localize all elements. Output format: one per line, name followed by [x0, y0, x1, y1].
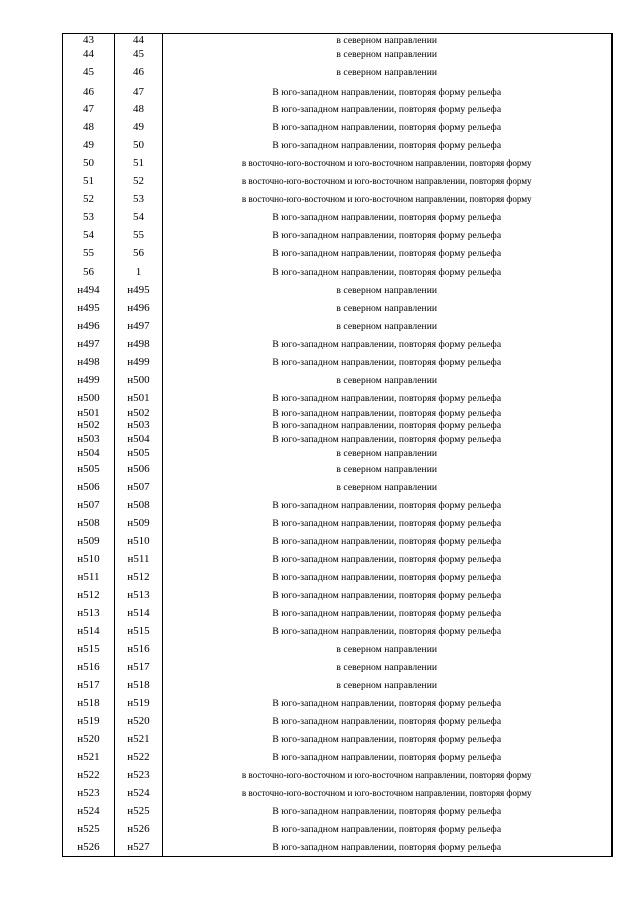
point-from-cell: н516: [63, 659, 115, 677]
point-to-cell: н509: [115, 515, 163, 533]
point-from-cell: 51: [63, 173, 115, 191]
point-to-cell: 45: [115, 48, 163, 62]
table-row: [63, 767, 612, 785]
point-from-cell: н501: [63, 408, 115, 419]
point-to-cell: 46: [115, 62, 163, 84]
point-from-cell: 43: [63, 34, 115, 48]
table-row: [63, 209, 612, 227]
table-row: [63, 515, 612, 533]
point-from-cell: 46: [63, 84, 115, 101]
point-to-cell: 44: [115, 34, 163, 48]
direction-description-cell: в северном направлении: [163, 677, 612, 695]
table-row: [63, 62, 612, 84]
point-to-cell: н514: [115, 605, 163, 623]
table-row: [63, 821, 612, 839]
table-row: [63, 569, 612, 587]
direction-description-cell: В юго-западном направлении, повторяя форму рельефа: [163, 390, 612, 408]
point-from-cell: н498: [63, 354, 115, 372]
direction-description-cell: в северном направлении: [163, 282, 612, 300]
direction-description-cell: В юго-западном направлении, повторяя форму рельефа: [163, 803, 612, 821]
point-from-cell: н514: [63, 623, 115, 641]
table-row: [63, 623, 612, 641]
table-row: [63, 605, 612, 623]
direction-description-cell: в северном направлении: [163, 461, 612, 479]
point-from-cell: н526: [63, 839, 115, 857]
point-from-cell: н511: [63, 569, 115, 587]
point-from-cell: н515: [63, 641, 115, 659]
point-from-cell: 44: [63, 48, 115, 62]
point-to-cell: н526: [115, 821, 163, 839]
table-row: [63, 803, 612, 821]
point-from-cell: 53: [63, 209, 115, 227]
point-to-cell: н508: [115, 497, 163, 515]
point-to-cell: н497: [115, 318, 163, 336]
direction-description-cell: В юго-западном направлении, повторяя форму рельефа: [163, 821, 612, 839]
table-row: [63, 119, 612, 137]
point-to-cell: н499: [115, 354, 163, 372]
point-to-cell: н518: [115, 677, 163, 695]
point-from-cell: н525: [63, 821, 115, 839]
point-from-cell: н518: [63, 695, 115, 713]
direction-description-cell: в северном направлении: [163, 659, 612, 677]
table-row: [63, 336, 612, 354]
direction-description-cell: В юго-западном направлении, повторяя форму рельефа: [163, 605, 612, 623]
table-row: [63, 497, 612, 515]
table-row: [63, 137, 612, 155]
point-to-cell: 49: [115, 119, 163, 137]
point-to-cell: н515: [115, 623, 163, 641]
point-from-cell: н504: [63, 447, 115, 461]
point-to-cell: 53: [115, 191, 163, 209]
point-from-cell: н521: [63, 749, 115, 767]
point-from-cell: н500: [63, 390, 115, 408]
table-row: [63, 282, 612, 300]
direction-description-cell: В юго-западном направлении, повторяя форму рельефа: [163, 101, 612, 119]
direction-description-cell: в северном направлении: [163, 62, 612, 84]
point-to-cell: н496: [115, 300, 163, 318]
point-to-cell: н517: [115, 659, 163, 677]
table-row: [63, 155, 612, 173]
point-from-cell: н524: [63, 803, 115, 821]
direction-description-cell: В юго-западном направлении, повторяя форму рельефа: [163, 551, 612, 569]
table-row: [63, 245, 612, 263]
point-from-cell: н510: [63, 551, 115, 569]
table-row: [63, 641, 612, 659]
table-row: [63, 173, 612, 191]
direction-description-cell: В юго-западном направлении, повторяя форму рельефа: [163, 408, 612, 419]
point-to-cell: н503: [115, 419, 163, 433]
point-from-cell: 45: [63, 62, 115, 84]
direction-description-cell: В юго-западном направлении, повторяя форму рельефа: [163, 731, 612, 749]
point-from-cell: 47: [63, 101, 115, 119]
direction-description-cell: в северном направлении: [163, 48, 612, 62]
point-to-cell: н500: [115, 372, 163, 390]
point-to-cell: н505: [115, 447, 163, 461]
direction-description-cell: В юго-западном направлении, повторяя форму рельефа: [163, 119, 612, 137]
point-to-cell: н520: [115, 713, 163, 731]
table-row: [63, 263, 612, 282]
point-to-cell: н498: [115, 336, 163, 354]
direction-description-cell: в восточно-юго-восточном и юго-восточном направлении, повторяя форму: [163, 767, 612, 785]
point-from-cell: н496: [63, 318, 115, 336]
point-from-cell: н509: [63, 533, 115, 551]
table-row: [63, 551, 612, 569]
point-from-cell: н517: [63, 677, 115, 695]
direction-description-cell: В юго-западном направлении, повторяя форму рельефа: [163, 336, 612, 354]
table-row: [63, 354, 612, 372]
point-to-cell: н504: [115, 433, 163, 447]
table-row: [63, 191, 612, 209]
point-from-cell: н505: [63, 461, 115, 479]
table-body: [63, 34, 612, 857]
point-to-cell: н525: [115, 803, 163, 821]
table-row: [63, 461, 612, 479]
direction-description-cell: В юго-западном направлении, повторяя форму рельефа: [163, 749, 612, 767]
table-row: [63, 731, 612, 749]
point-from-cell: 56: [63, 263, 115, 282]
direction-description-cell: В юго-западном направлении, повторяя форму рельефа: [163, 515, 612, 533]
point-to-cell: н506: [115, 461, 163, 479]
direction-description-cell: в северном направлении: [163, 641, 612, 659]
point-from-cell: 55: [63, 245, 115, 263]
point-to-cell: н516: [115, 641, 163, 659]
point-to-cell: 51: [115, 155, 163, 173]
direction-description-cell: в восточно-юго-восточном и юго-восточном направлении, повторяя форму: [163, 191, 612, 209]
direction-description-cell: В юго-западном направлении, повторяя форму рельефа: [163, 419, 612, 433]
point-to-cell: н523: [115, 767, 163, 785]
table-row: [63, 839, 612, 857]
table-row: [63, 101, 612, 119]
table-row: [63, 447, 612, 461]
direction-description-cell: в северном направлении: [163, 34, 612, 48]
direction-description-cell: В юго-западном направлении, повторяя форму рельефа: [163, 263, 612, 282]
table-row: [63, 677, 612, 695]
table-row: [63, 318, 612, 336]
point-to-cell: 50: [115, 137, 163, 155]
table-row: [63, 390, 612, 408]
point-to-cell: 47: [115, 84, 163, 101]
point-to-cell: н502: [115, 408, 163, 419]
table-row: [63, 84, 612, 101]
direction-description-cell: в восточно-юго-восточном и юго-восточном направлении, повторяя форму: [163, 785, 612, 803]
point-from-cell: н512: [63, 587, 115, 605]
table-row: [63, 433, 612, 447]
direction-description-cell: в северном направлении: [163, 447, 612, 461]
direction-description-cell: в северном направлении: [163, 479, 612, 497]
table-row: [63, 34, 612, 48]
direction-description-cell: В юго-западном направлении, повторяя форму рельефа: [163, 245, 612, 263]
point-from-cell: н502: [63, 419, 115, 433]
direction-description-cell: В юго-западном направлении, повторяя форму рельефа: [163, 227, 612, 245]
point-from-cell: н503: [63, 433, 115, 447]
boundary-description-table: [62, 33, 613, 857]
direction-description-cell: В юго-западном направлении, повторяя форму рельефа: [163, 839, 612, 857]
point-from-cell: 54: [63, 227, 115, 245]
point-to-cell: 52: [115, 173, 163, 191]
table-row: [63, 659, 612, 677]
point-from-cell: н508: [63, 515, 115, 533]
point-from-cell: н507: [63, 497, 115, 515]
table-row: [63, 408, 612, 419]
point-from-cell: н506: [63, 479, 115, 497]
point-to-cell: 48: [115, 101, 163, 119]
direction-description-cell: В юго-западном направлении, повторяя форму рельефа: [163, 497, 612, 515]
point-to-cell: 55: [115, 227, 163, 245]
table-row: [63, 227, 612, 245]
point-to-cell: н495: [115, 282, 163, 300]
table-row: [63, 533, 612, 551]
direction-description-cell: в восточно-юго-восточном и юго-восточном направлении, повторяя форму: [163, 173, 612, 191]
point-from-cell: н519: [63, 713, 115, 731]
point-to-cell: н513: [115, 587, 163, 605]
table-row: [63, 48, 612, 62]
table-row: [63, 479, 612, 497]
point-from-cell: н499: [63, 372, 115, 390]
point-from-cell: 49: [63, 137, 115, 155]
direction-description-cell: В юго-западном направлении, повторяя форму рельефа: [163, 433, 612, 447]
direction-description-cell: В юго-западном направлении, повторяя форму рельефа: [163, 137, 612, 155]
point-from-cell: н520: [63, 731, 115, 749]
direction-description-cell: В юго-западном направлении, повторяя форму рельефа: [163, 713, 612, 731]
direction-description-cell: В юго-западном направлении, повторяя форму рельефа: [163, 623, 612, 641]
table-row: [63, 749, 612, 767]
point-to-cell: н511: [115, 551, 163, 569]
point-to-cell: н524: [115, 785, 163, 803]
point-from-cell: н497: [63, 336, 115, 354]
direction-description-cell: В юго-западном направлении, повторяя форму рельефа: [163, 533, 612, 551]
direction-description-cell: В юго-западном направлении, повторяя форму рельефа: [163, 695, 612, 713]
point-to-cell: 54: [115, 209, 163, 227]
table-row: [63, 695, 612, 713]
point-from-cell: 48: [63, 119, 115, 137]
table-row: [63, 713, 612, 731]
point-to-cell: 56: [115, 245, 163, 263]
direction-description-cell: в северном направлении: [163, 300, 612, 318]
table-row: [63, 300, 612, 318]
point-from-cell: н522: [63, 767, 115, 785]
table-row: [63, 372, 612, 390]
table-row: [63, 419, 612, 433]
point-from-cell: н494: [63, 282, 115, 300]
direction-description-cell: В юго-западном направлении, повторяя форму рельефа: [163, 587, 612, 605]
direction-description-cell: в северном направлении: [163, 372, 612, 390]
point-to-cell: н507: [115, 479, 163, 497]
point-to-cell: н522: [115, 749, 163, 767]
table-row: [63, 785, 612, 803]
direction-description-cell: в восточно-юго-восточном и юго-восточном направлении, повторяя форму: [163, 155, 612, 173]
point-to-cell: н527: [115, 839, 163, 857]
point-from-cell: н513: [63, 605, 115, 623]
point-from-cell: 50: [63, 155, 115, 173]
direction-description-cell: В юго-западном направлении, повторяя форму рельефа: [163, 354, 612, 372]
point-to-cell: н510: [115, 533, 163, 551]
point-to-cell: н519: [115, 695, 163, 713]
point-from-cell: н495: [63, 300, 115, 318]
direction-description-cell: В юго-западном направлении, повторяя форму рельефа: [163, 84, 612, 101]
point-to-cell: н512: [115, 569, 163, 587]
point-to-cell: н501: [115, 390, 163, 408]
point-from-cell: 52: [63, 191, 115, 209]
direction-description-cell: В юго-западном направлении, повторяя форму рельефа: [163, 209, 612, 227]
table-row: [63, 587, 612, 605]
direction-description-cell: В юго-западном направлении, повторяя форму рельефа: [163, 569, 612, 587]
point-to-cell: н521: [115, 731, 163, 749]
direction-description-cell: в северном направлении: [163, 318, 612, 336]
point-from-cell: н523: [63, 785, 115, 803]
point-to-cell: 1: [115, 263, 163, 282]
